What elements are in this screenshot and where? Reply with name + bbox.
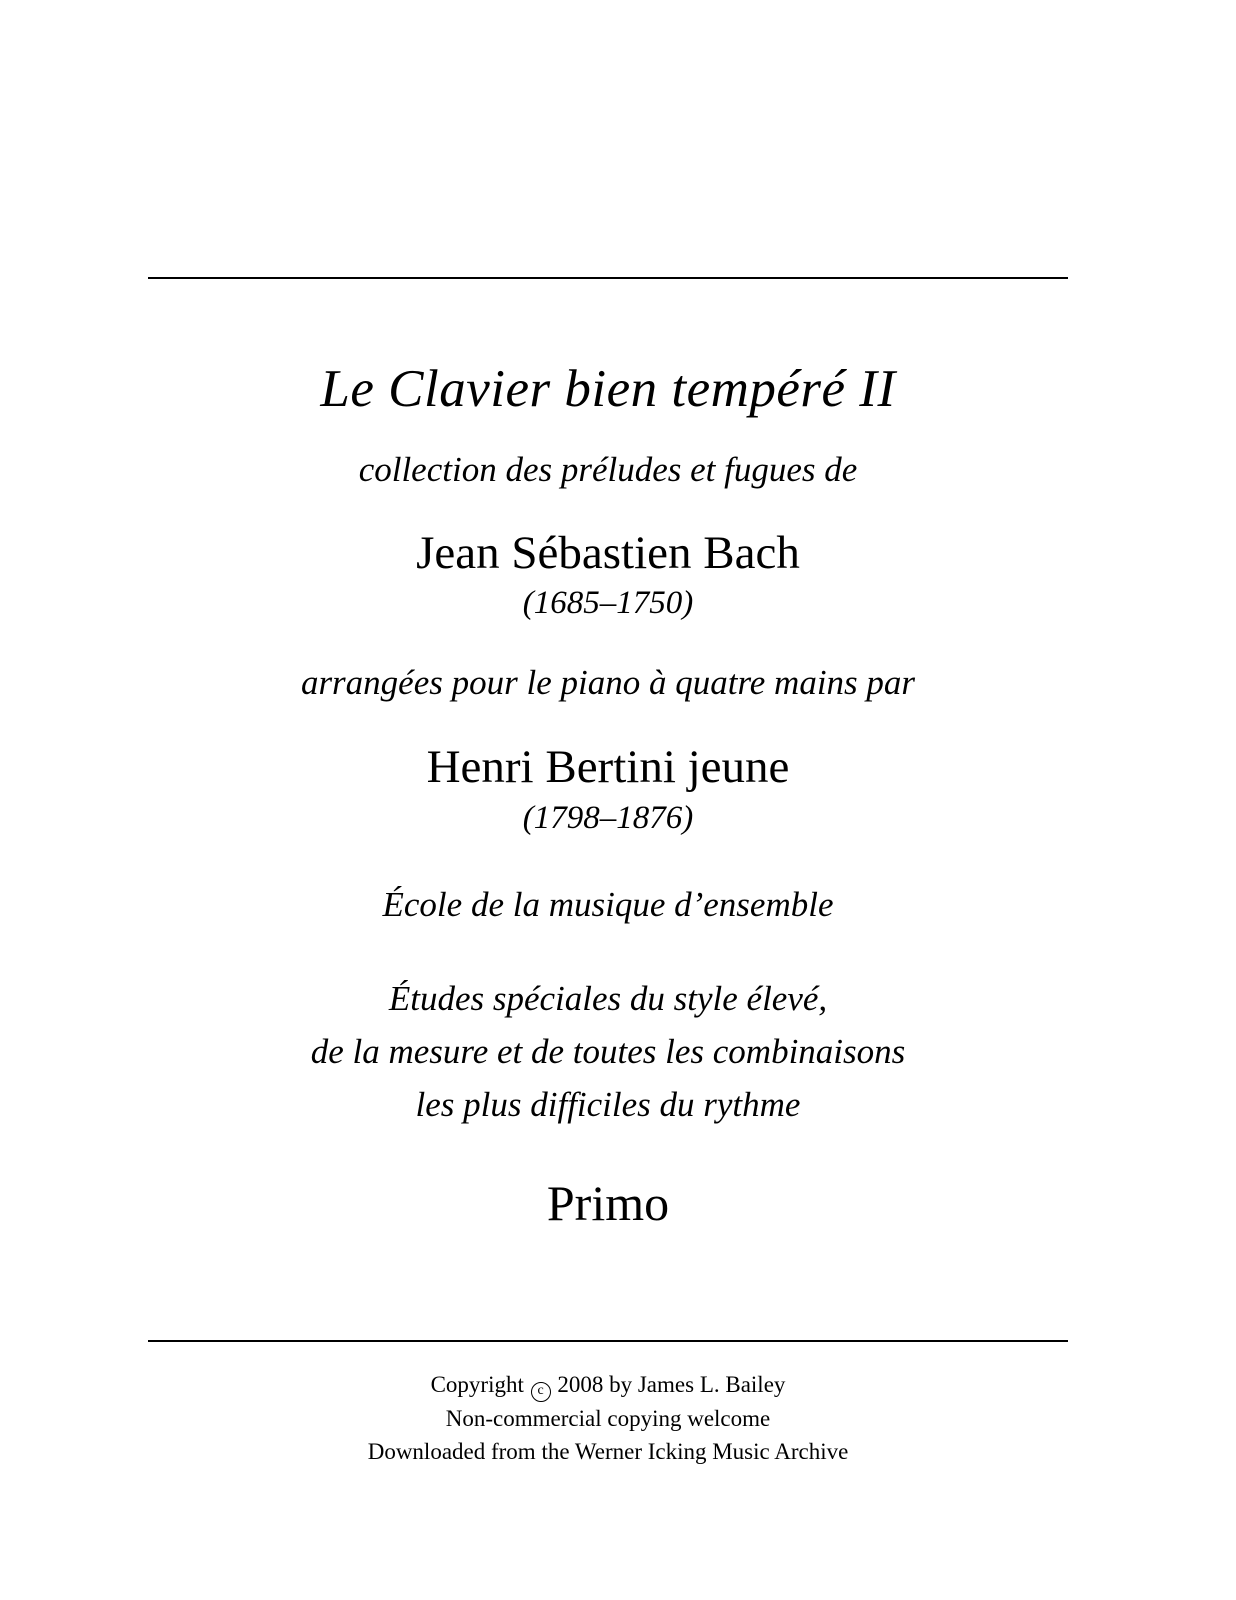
copyright-line [148,1368,1068,1402]
work-subtitle: collection des préludes et fugues de [358,450,858,490]
series-description [148,972,1068,1132]
arrangement-credit: arrangées pour le piano à quatre mains par [300,662,916,702]
arranger-name: Henri Bertini jeune [426,741,790,794]
series-title: École de la musique d’ensemble [382,885,834,925]
title-block [148,300,1068,1231]
top-horizontal-rule [148,277,1068,279]
composer-dates: (1685–1750) [522,585,694,622]
copyright-icon: c [531,1382,551,1402]
series-description-line-3: les plus difficiles du rythme [415,1085,801,1125]
composer-name: Jean Sébastien Bach [416,526,800,579]
copyright-suffix: 2008 by James L. Bailey [557,1372,786,1397]
part-label: Primo [546,1175,670,1232]
copyright-prefix: Copyright [430,1372,524,1397]
series-description-line-2: de la mesure et de toutes les combinaisons [310,1031,906,1071]
bottom-horizontal-rule [148,1340,1068,1342]
series-description-line-1: Études spéciales du style élevé, [388,978,828,1018]
archive-source: Downloaded from the Werner Icking Music Archive [367,1439,849,1465]
page-footer [148,1368,1068,1469]
arranger-dates: (1798–1876) [522,799,694,836]
copying-notice: Non-commercial copying welcome [445,1406,771,1431]
work-title: Le Clavier bien tempéré II [320,360,896,418]
